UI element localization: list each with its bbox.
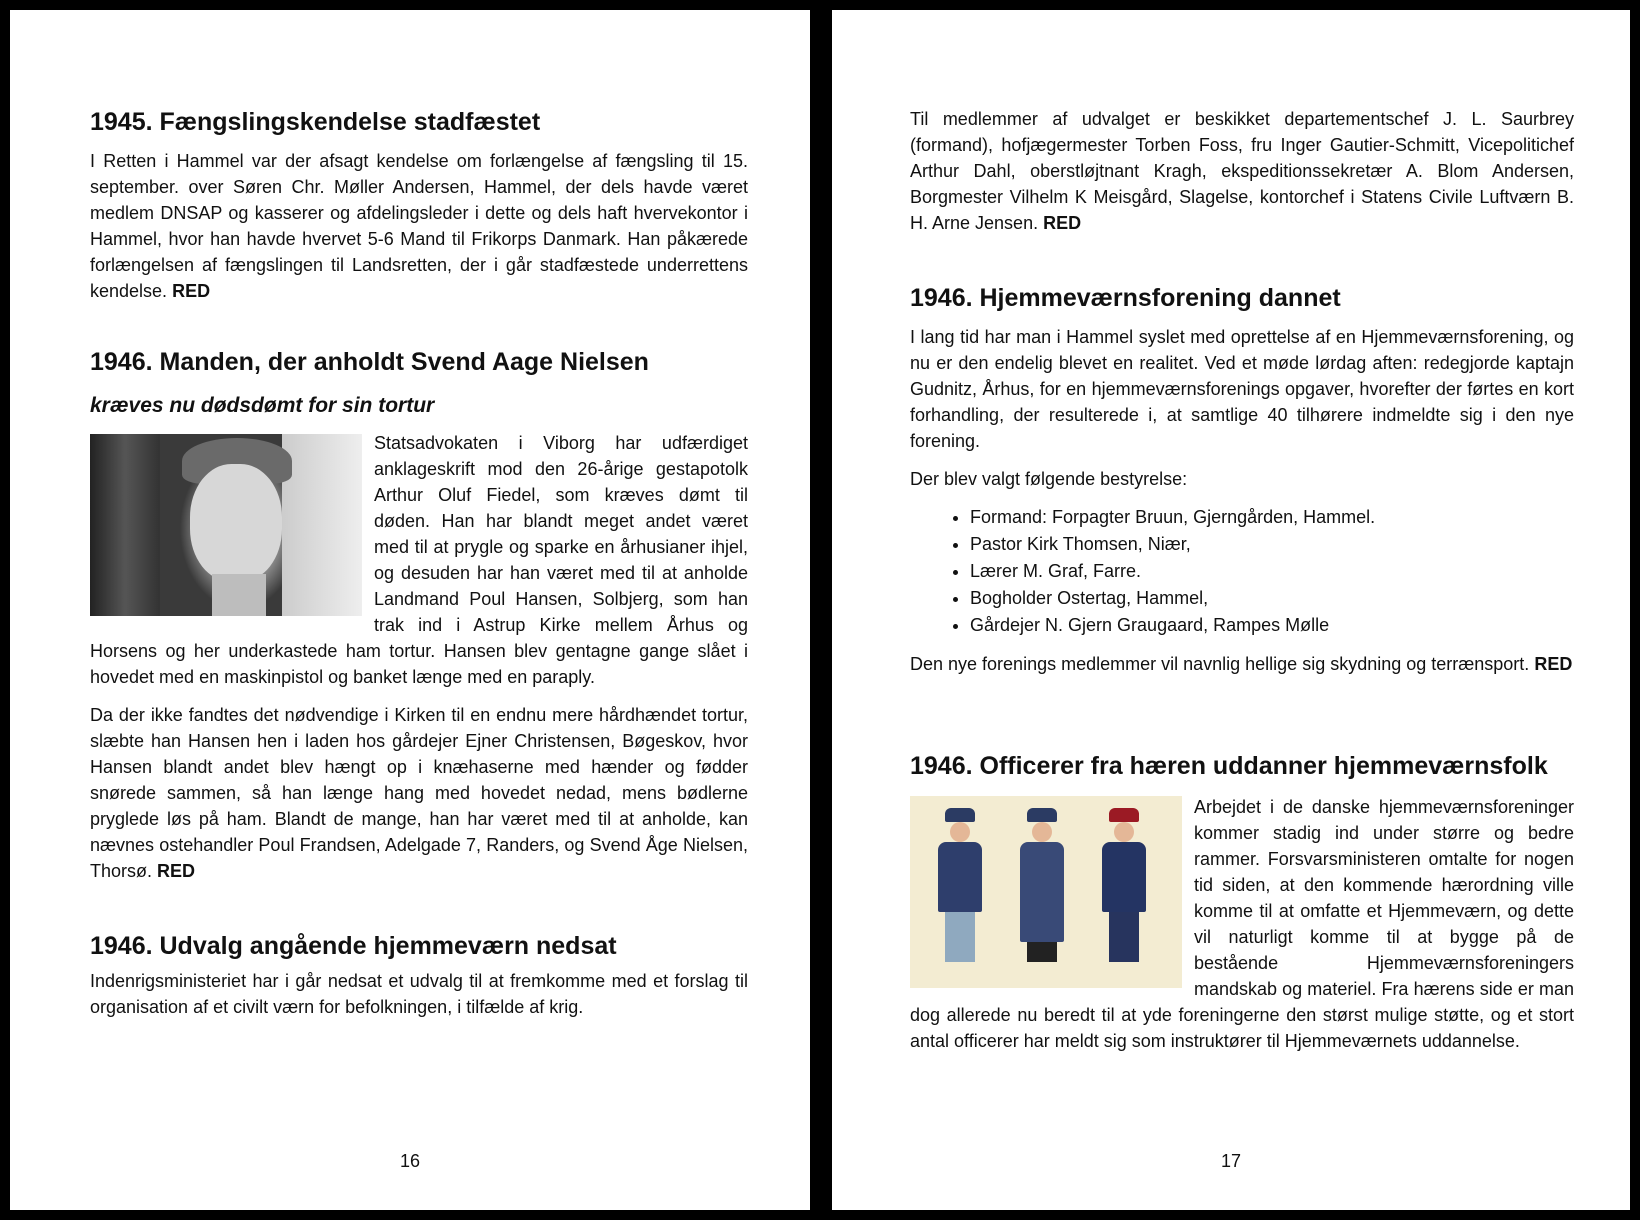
article-body: Indenrigsministeriet har i går nedsat et udvalg til at fremkomme med et forslag til organisation af et civilt værn for befolkningen, i tilfælde af krig. xyxy=(90,971,748,1017)
list-item: • Gårdejer N. Gjern Graugaard, Rampes Mølle xyxy=(970,612,1574,639)
page-number: 17 xyxy=(1220,1151,1242,1171)
article-heading: 1946. Manden, der anholdt Svend Aage Nielsen xyxy=(90,348,649,376)
page-right xyxy=(832,10,1630,1210)
article-heading: 1946. Udvalg angående hjemmeværn nedsat xyxy=(90,932,617,960)
article-body: Den nye forenings medlemmer vil navnlig hellige sig skydning og terrænsport. RED xyxy=(910,654,1573,674)
page-number: 16 xyxy=(399,1151,421,1171)
article-body: I lang tid har man i Hammel syslet med oprettelse af en Hjemmeværnsforening, og nu er den endelig blevet en realitet. Ved et møde lørdag aften: redegjorde kaptajn Gudnitz, Århus, for en hjemmeværnsforenings opgaver, hvorefter der førtes en kort forhandling, der resulterede i, at samtlige 40 tilhørere indmeldte sig i den nye forening. xyxy=(910,327,1574,451)
signature: RED xyxy=(172,281,211,301)
article-body: Arbejdet i de danske hjemmeværnsforeninger kommer stadig ind under større og bedre rammer. Forsvarsministeren omtalte for nogen tid siden, at den kommende hærordning ville komme til at omfatte et Hjemmeværn, og dette vil naturligt komme til at bygge på de bestående Hjemmeværnsforeningers mandskab og materiel. Fra hærens side er man dog allerede nu beredt til at yde foreningerne den størst mulige støtte, og et stort antal officerer har meldt sig som instruktører til Hjemmeværnets uddannelse. xyxy=(910,797,1574,1051)
portrait-photo xyxy=(90,434,362,616)
article-heading: 1946. Officerer fra hæren uddanner hjemmeværnsfolk xyxy=(910,752,1548,780)
article-heading: 1945. Fængslingskendelse stadfæstet xyxy=(90,108,541,136)
article-subheading: kræves nu dødsdømt for sin tortur xyxy=(90,394,435,417)
list-item: • Bogholder Ostertag, Hammel, xyxy=(970,585,1574,612)
signature: RED xyxy=(1534,654,1573,674)
article-body: Da der ikke fandtes det nødvendige i Kirken til en endnu mere hårdhændet tortur, slæbte han Hansen hen i laden hos gårdejer Ejner Christensen, Bøgeskov, hvor Hansen blandt andet blev hængt op i knæhaserne med hænder og fødder snørede sammen, så han længe hang med hovedet nedad, mens bødlerne pryglede løs på ham. Blandt de mange, han har været med til at anholde, kan nævnes ostehandler Poul Frandsen, Adelgade 7, Randers, og Svend Åge Nielsen, Thorsø. RED xyxy=(90,705,748,881)
article-continuation xyxy=(910,106,1574,236)
uniforms-illustration xyxy=(910,796,1182,988)
article-manden xyxy=(90,346,748,884)
article-body: I Retten i Hammel var der afsagt kendelse om forlængelse af fængsling til 15. september. over Søren Chr. Møller Andersen, Hammel, der dels havde været medlem DNSAP og kasserer og afdelingsleder i dette og dels haft hvervekontor i Hammel, hvor han havde hvervet 5-6 Mand til Frikorps Danmark. Han påkærede forlængelsen af fængslingen til Landsretten, der i går stadfæstede underrettens kendelse. RED xyxy=(90,151,748,301)
article-body: Statsadvokaten i Viborg har udfærdiget anklageskrift mod den 26-årige gestapotolk Arthur Oluf Fiedel, som kræves dømt til døden. Han har blandt meget andet været med til at prygle og sparke en århusianer ihjel, og desuden har han været med til at anholde Landmand Poul Hansen, Solbjerg, som han trak ind i Astrup Kirke mellem Århus og Horsens og her underkastede ham tortur. Hansen blev gentagne gange slået i hovedet med en maskinpistol og banket længe med en paraply. xyxy=(90,433,748,687)
list-item: • Pastor Kirk Thomsen, Niær, xyxy=(970,531,1574,558)
list-item: • Formand: Forpagter Bruun, Gjerngården, Hammel. xyxy=(970,504,1574,531)
article-hjemmevaernsforening xyxy=(910,282,1574,677)
article-heading: 1946. Hjemmeværnsforening dannet xyxy=(910,284,1341,312)
board-list xyxy=(910,504,1574,639)
page-left xyxy=(10,10,810,1210)
article-udvalg xyxy=(90,930,748,1020)
article-body: Til medlemmer af udvalget er beskikket departementschef J. L. Saurbrey (formand), hofjægermester Torben Foss, fru Inger Gautier-Schmitt, Vicepolitichef Arthur Dahl, oberstløjtnant Kragh, ekspeditionssekretær A. Blom Andersen, Borgmester Vilhelm K Meisgård, Slagelse, kontorchef i Statens Civile Luftværn B. H. Arne Jensen. RED xyxy=(910,109,1574,233)
signature: RED xyxy=(157,861,196,881)
article-officerer xyxy=(910,750,1574,1054)
signature: RED xyxy=(1043,213,1082,233)
article-fangslingskendelse xyxy=(90,106,748,304)
article-body: Der blev valgt følgende bestyrelse: xyxy=(910,469,1188,489)
list-item: • Lærer M. Graf, Farre. xyxy=(970,558,1574,585)
